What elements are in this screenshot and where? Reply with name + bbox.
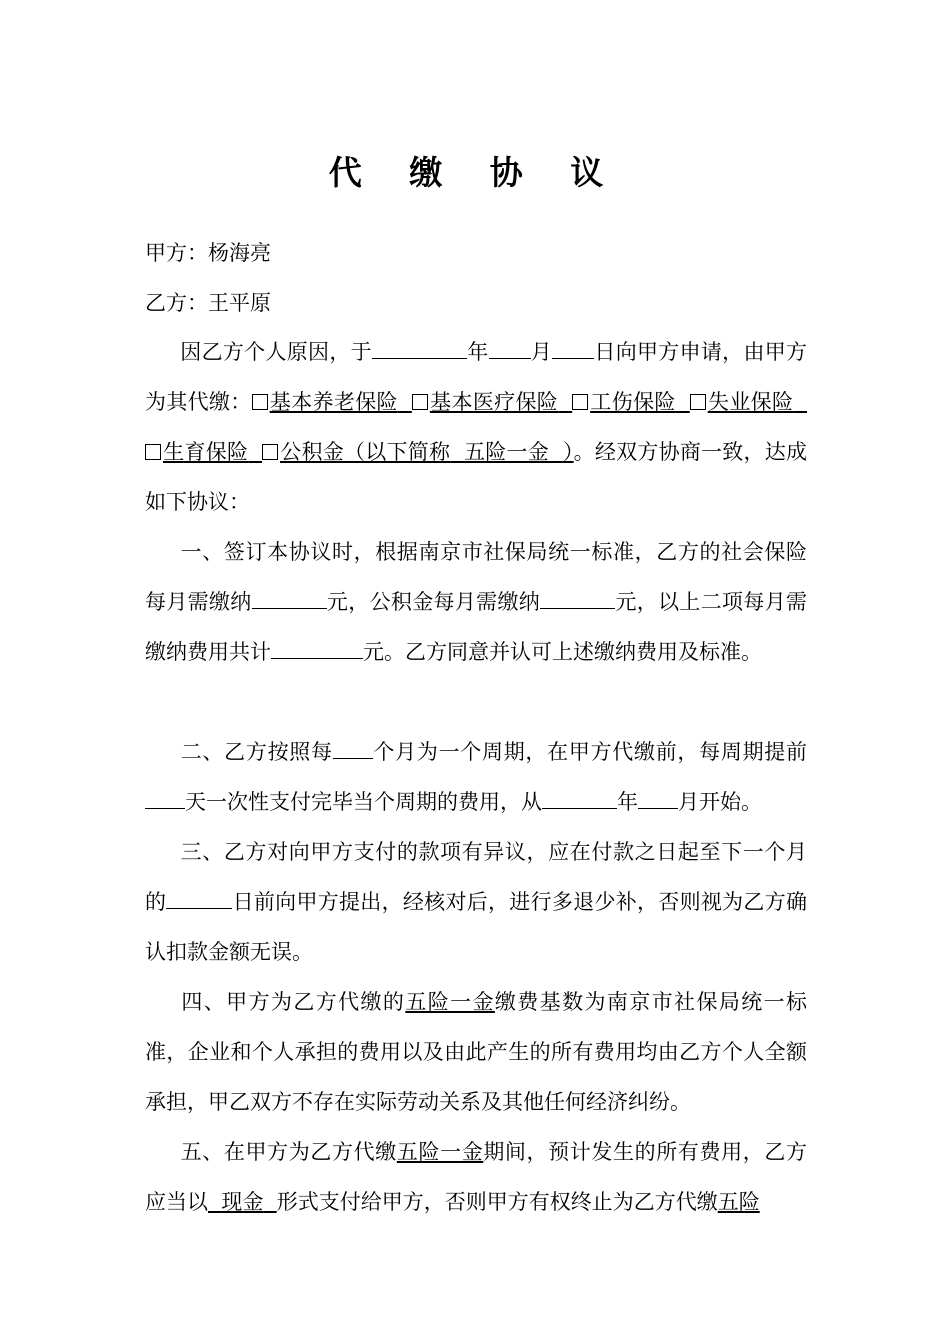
checkbox-icon: [412, 394, 428, 410]
abbr-close: ）: [562, 440, 574, 464]
clause-1-text: 一、签订本协议时，根据南京市社保局统一标准，乙方的社会保险每月需缴纳: [145, 540, 807, 614]
clause-2-text: 年: [617, 790, 638, 814]
clause-5-text: 五、在甲方为乙方代缴: [180, 1140, 397, 1164]
blank-day: [552, 340, 594, 359]
blank-advance-days: [145, 790, 185, 809]
clause-2-text: 二、乙方按照每: [180, 740, 333, 764]
clause-3: [145, 827, 807, 977]
clause-4-text: 四、甲方为乙方代缴的: [180, 990, 406, 1014]
intro-text: 月: [530, 340, 553, 364]
intro-text: 。经双方协商一致，达成如下协议：: [145, 440, 808, 514]
clause-1-text: 元，公积金每月需缴纳: [326, 590, 541, 614]
checkbox-icon: [262, 444, 278, 460]
abbr-open: （以下简称: [344, 440, 451, 464]
intro-paragraph: [145, 327, 807, 527]
intro-text: 日向甲方申请，由甲方为其代缴：: [145, 340, 808, 414]
blank-social-insurance-amount: [252, 590, 327, 609]
clause-1-text: 元。乙方同意并认可上述缴纳费用及标准。: [363, 640, 762, 664]
clause-5-text: 形式支付给甲方，否则甲方有权终止为乙方代缴: [276, 1190, 718, 1214]
clause-1: [145, 527, 807, 677]
option-maternity: 生育保险: [163, 440, 249, 464]
blank-start-year: [542, 790, 617, 809]
checkbox-icon: [145, 444, 161, 460]
blank-housing-fund-amount: [540, 590, 615, 609]
blank-dispute-day: [166, 890, 232, 909]
clause-2-text: 月开始。: [678, 790, 762, 814]
blank-month: [489, 340, 531, 359]
option-injury: 工伤保险: [590, 390, 676, 414]
clause-4: [145, 977, 807, 1127]
document-title: 代 缴 协 议: [328, 153, 622, 192]
checkbox-icon: [252, 394, 268, 410]
clause-5-payment-form: [208, 1190, 277, 1214]
option-pension: 基本养老保险: [269, 390, 398, 414]
party-b: 乙方：王平原: [145, 291, 271, 315]
clause-4-text: 缴费基数为南京市社保局统一标准，企业和个人承担的费用以及由此产生的所有费用均由乙方个人全额承担，甲乙双方不存在实际劳动关系及其他任何经济纠纷。: [145, 990, 808, 1114]
blank-start-month: [638, 790, 678, 809]
intro-text: 因乙方个人原因，于: [180, 340, 372, 364]
clause-2-text: 天一次性支付完毕当个周期的费用，从: [185, 790, 542, 814]
option-medical: 基本医疗保险: [429, 390, 559, 414]
clause-3-text: 日前向甲方提出，经核对后，进行多退少补，否则视为乙方确认扣款金额无误。: [145, 890, 808, 964]
blank-total-amount: [271, 640, 363, 659]
intro-text: 年: [466, 340, 489, 364]
abbr-term: 五险一金: [464, 440, 550, 464]
payment-method: 现金: [221, 1190, 264, 1214]
clause-5-text: 期间，预计发生的所有费用，乙方应当以: [145, 1140, 808, 1214]
checkbox-icon: [572, 394, 588, 410]
clause-2: [145, 727, 807, 827]
clause-3-text: 三、乙方对向甲方支付的款项有异议，应在付款之日起至下一个月的: [145, 840, 807, 914]
checkbox-icon: [690, 394, 706, 410]
blank-cycle-months: [333, 740, 373, 759]
clause-5-term: 五险一金: [396, 1140, 484, 1164]
option-unemployment: 失业保险: [707, 390, 794, 414]
clause-1-text: 元，以上二项每月需缴纳费用共计: [145, 590, 808, 664]
clause-5-term-cut: 五险: [717, 1190, 760, 1214]
clause-5: [145, 1127, 807, 1227]
blank-year: [372, 340, 467, 359]
option-housing-fund: 公积金: [280, 440, 345, 464]
clause-4-term: 五险一金: [405, 990, 495, 1014]
party-a: 甲方：杨海亮: [145, 241, 271, 265]
clause-2-text: 个月为一个周期，在甲方代缴前，每周期提前: [372, 740, 808, 764]
